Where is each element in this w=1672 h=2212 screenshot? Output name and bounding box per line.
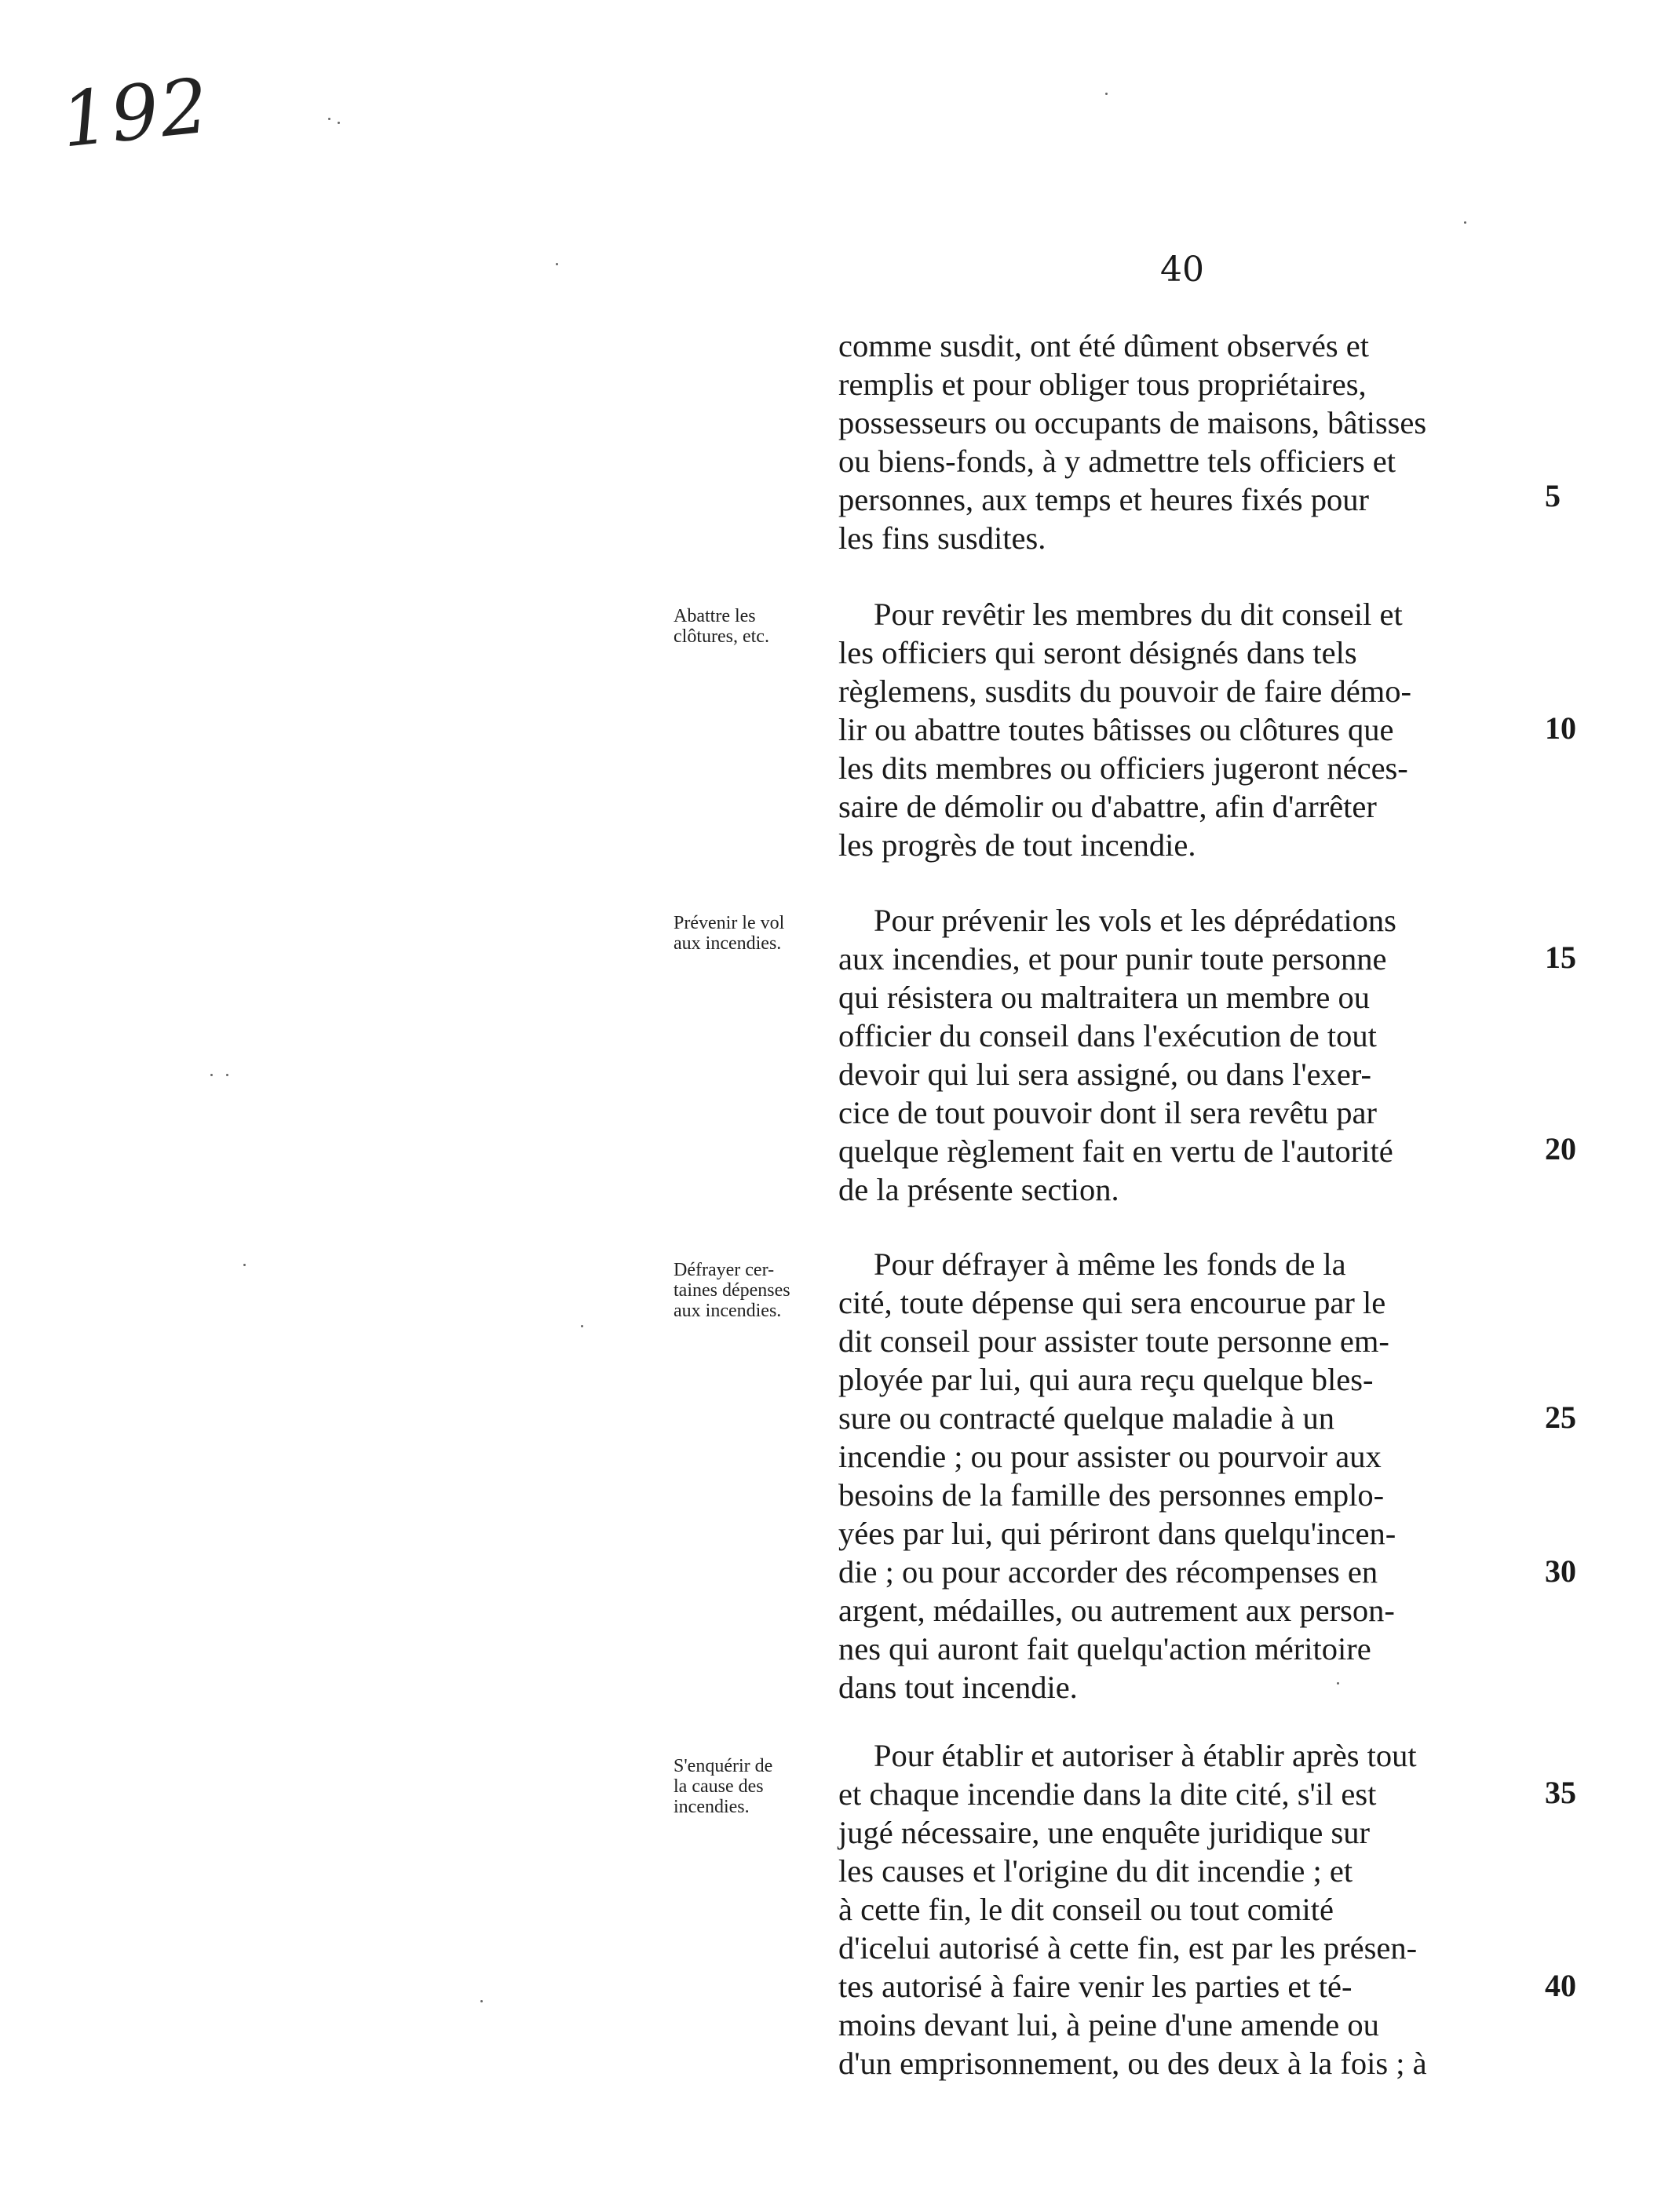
line-number: 5 <box>1545 478 1561 513</box>
scan-speck <box>1105 93 1108 95</box>
scan-speck <box>226 1074 228 1076</box>
paragraph-continuation <box>838 327 1529 557</box>
text-line: devoir qui lui sera assigné, ou dans l'exer- <box>838 1057 1372 1092</box>
text-line: qui résistera ou maltraitera un membre ou <box>838 980 1371 1015</box>
page-number: 40 <box>1160 250 1204 290</box>
margin-note-line: aux incendies. <box>674 1301 782 1321</box>
line-number: 20 <box>1545 1131 1576 1166</box>
line-number: 35 <box>1545 1775 1576 1810</box>
text-line: les fins susdites. <box>838 520 1046 556</box>
margin-note-line: clôtures, etc. <box>674 626 769 647</box>
paragraph-enquerir <box>838 1736 1529 2082</box>
text-line: lir ou abattre toutes bâtisses ou clôtures que <box>838 712 1394 747</box>
text-line: de la présente section. <box>838 1172 1119 1207</box>
text-line: à cette fin, le dit conseil ou tout comité <box>838 1892 1334 1927</box>
text-line: argent, médailles, ou autrement aux person- <box>838 1593 1395 1628</box>
margin-note-line: Défrayer cer- <box>674 1260 775 1280</box>
scan-speck <box>210 1074 213 1076</box>
text-line: quelque règlement fait en vertu de l'autorité <box>838 1133 1393 1169</box>
handwritten-page-annotation: 192 <box>57 61 214 165</box>
text-line: les dits membres ou officiers jugeront néces- <box>838 750 1408 786</box>
text-line: die ; ou pour accorder des récompenses en <box>838 1554 1378 1590</box>
text-line: les causes et l'origine du dit incendie ; et <box>838 1853 1353 1889</box>
line-number: 15 <box>1545 940 1576 975</box>
margin-note-line: Abattre les <box>674 606 756 626</box>
margin-note-line: S'enquérir de <box>674 1756 773 1776</box>
paragraph-defrayer <box>838 1245 1529 1706</box>
text-line: dit conseil pour assister toute personne em- <box>838 1323 1389 1359</box>
text-line: incendie ; ou pour assister ou pourvoir aux <box>838 1439 1382 1474</box>
text-line: personnes, aux temps et heures fixés pour <box>838 482 1369 517</box>
scan-speck <box>243 1264 246 1266</box>
text-line: saire de démolir ou d'abattre, afin d'arrêter <box>838 789 1377 824</box>
text-line: ployée par lui, qui aura reçu quelque bles- <box>838 1362 1374 1397</box>
text-line: les officiers qui seront désignés dans tels <box>838 635 1357 670</box>
text-line: Pour défrayer à même les fonds de la <box>874 1247 1346 1282</box>
text-line: nes qui auront fait quelqu'action méritoire <box>838 1631 1371 1666</box>
scan-speck <box>556 263 558 265</box>
text-line: besoins de la famille des personnes emplo- <box>838 1477 1385 1513</box>
text-line: les progrès de tout incendie. <box>838 827 1196 863</box>
text-line: jugé nécessaire, une enquête juridique sur <box>838 1815 1370 1850</box>
text-line: Pour revêtir les membres du dit conseil et <box>874 597 1403 632</box>
text-line: sure ou contracté quelque maladie à un <box>838 1400 1334 1436</box>
text-line: cité, toute dépense qui sera encourue par le <box>838 1285 1386 1320</box>
text-line: dans tout incendie. <box>838 1670 1078 1705</box>
text-line: aux incendies, et pour punir toute personne <box>838 941 1387 976</box>
text-line: yées par lui, qui périront dans quelqu'incen- <box>838 1516 1396 1551</box>
scan-speck <box>338 122 340 124</box>
margin-note-line: Prévenir le vol <box>674 913 785 933</box>
paragraph-prevenir <box>838 901 1529 1209</box>
scan-speck <box>1464 221 1466 224</box>
scan-speck <box>581 1325 583 1327</box>
text-line: comme susdit, ont été dûment observés et <box>838 328 1369 363</box>
text-line: d'un emprisonnement, ou des deux à la fois ; à <box>838 2046 1427 2081</box>
text-line: tes autorisé à faire venir les parties et té- <box>838 1969 1353 2004</box>
margin-note-line: aux incendies. <box>674 933 782 954</box>
line-number: 10 <box>1545 710 1576 746</box>
text-line: d'icelui autorisé à cette fin, est par les présen- <box>838 1930 1418 1966</box>
scan-speck <box>1337 1682 1339 1685</box>
margin-note-enquerir <box>674 1756 807 1817</box>
margin-note-abattre <box>674 606 807 647</box>
scan-speck <box>480 2000 483 2002</box>
margin-note-line: la cause des <box>674 1776 764 1797</box>
text-line: moins devant lui, à peine d'une amende ou <box>838 2007 1379 2042</box>
text-line: officier du conseil dans l'exécution de tout <box>838 1018 1377 1053</box>
margin-note-line: taines dépenses <box>674 1280 790 1301</box>
text-line: Pour prévenir les vols et les déprédations <box>874 903 1396 938</box>
text-line: remplis et pour obliger tous propriétaires, <box>838 367 1367 402</box>
text-line: possesseurs ou occupants de maisons, bâtisses <box>838 405 1427 440</box>
text-line: Pour établir et autoriser à établir après tout <box>874 1738 1417 1773</box>
text-line: et chaque incendie dans la dite cité, s'il est <box>838 1776 1377 1812</box>
line-number: 40 <box>1545 1968 1576 2003</box>
text-line: cice de tout pouvoir dont il sera revêtu par <box>838 1095 1378 1130</box>
scan-speck <box>328 118 330 120</box>
line-number: 25 <box>1545 1400 1576 1435</box>
line-number: 30 <box>1545 1553 1576 1589</box>
margin-note-defrayer <box>674 1260 807 1321</box>
text-line: ou biens-fonds, à y admettre tels officiers et <box>838 443 1396 479</box>
paragraph-abattre <box>838 595 1529 864</box>
margin-note-line: incendies. <box>674 1797 750 1817</box>
text-line: règlemens, susdits du pouvoir de faire démo- <box>838 673 1411 709</box>
margin-note-prevenir <box>674 913 807 954</box>
